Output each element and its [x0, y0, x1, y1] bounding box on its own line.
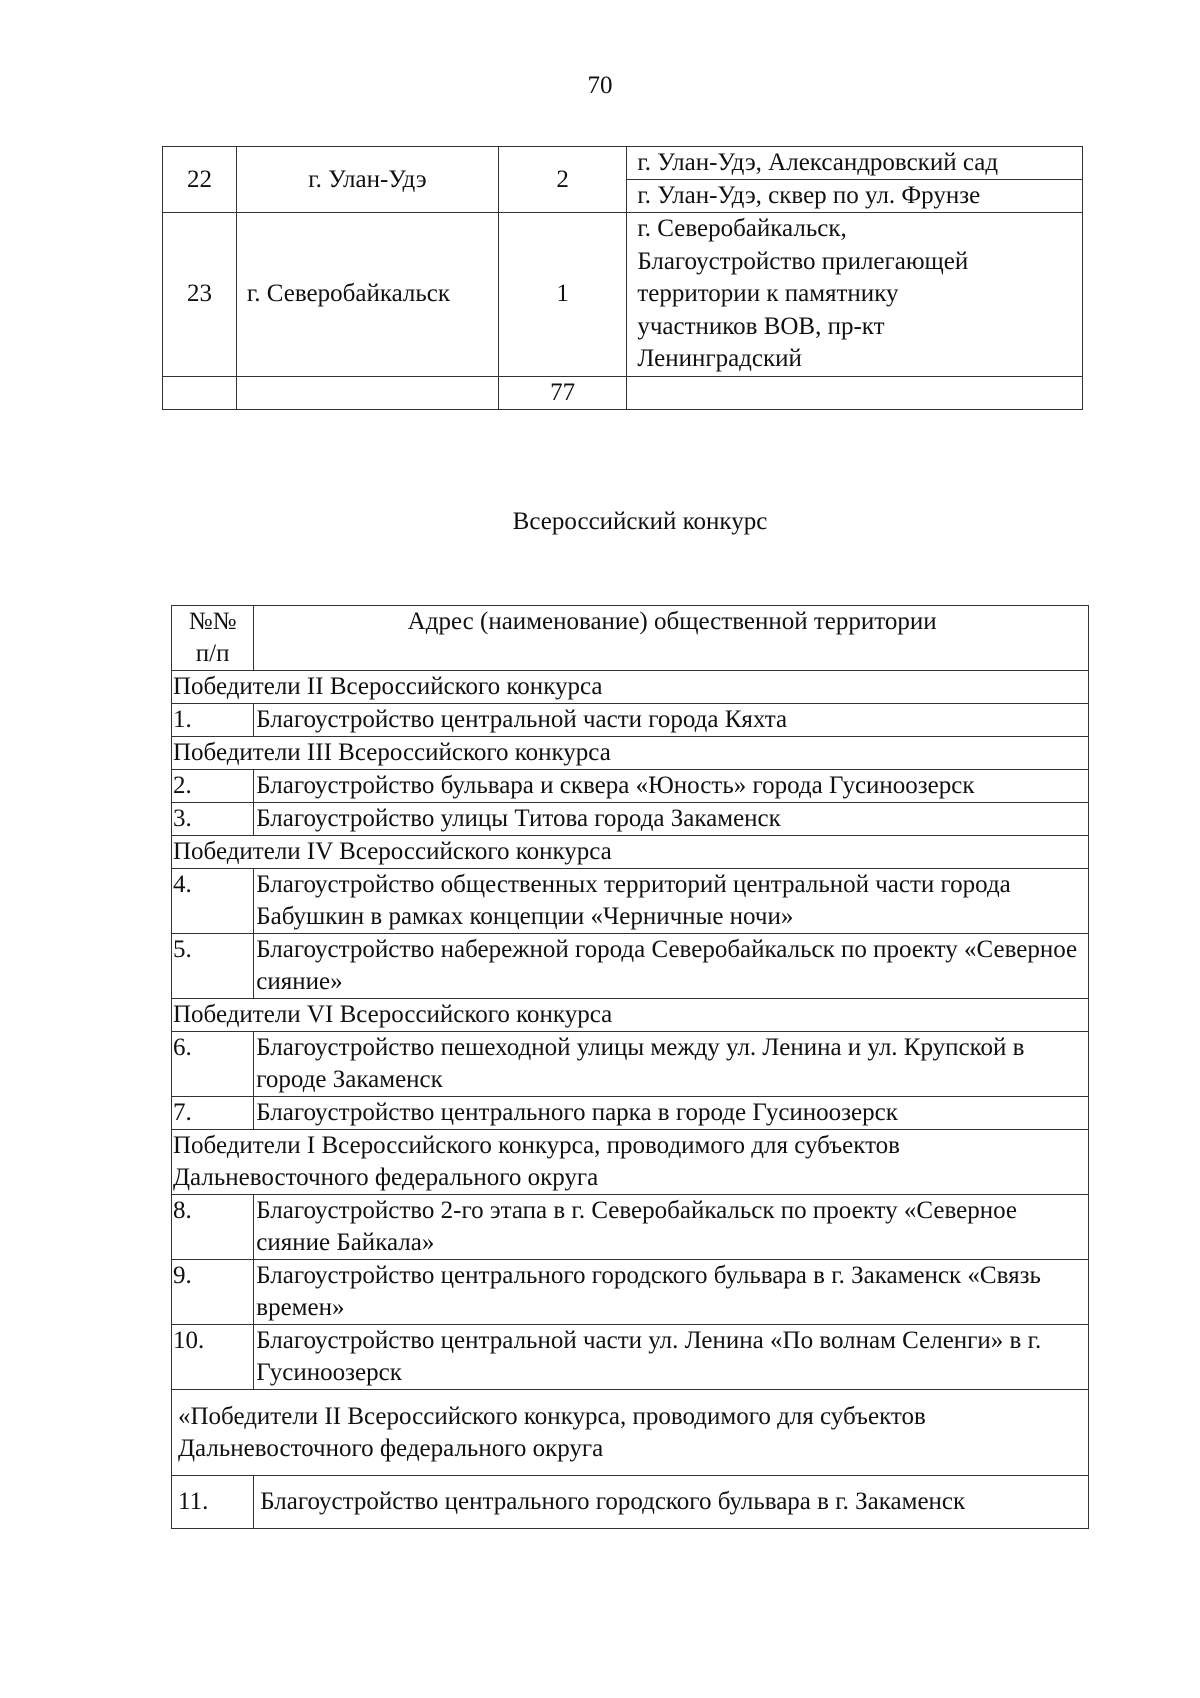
- item-number: 3.: [172, 803, 254, 836]
- header-number-line: п/п: [195, 640, 230, 667]
- address-line: Благоустройство прилегающей: [637, 247, 969, 275]
- table-row: [172, 1032, 1089, 1097]
- item-number: 11.: [172, 1476, 254, 1529]
- total-count: 77: [498, 376, 626, 409]
- header-number-line: №№: [188, 608, 237, 635]
- group-row: [172, 1390, 1089, 1476]
- item-text: Благоустройство центральной части ул. Ленина «По волнам Селенги» в г. Гусиноозерск: [254, 1325, 1089, 1390]
- item-number: 1.: [172, 704, 254, 737]
- table-row: [163, 147, 1083, 180]
- address-line: г. Северобайкальск,: [637, 215, 847, 242]
- item-number: 2.: [172, 770, 254, 803]
- municipal-table: [162, 146, 1083, 410]
- page-number: 70: [587, 72, 613, 99]
- table-row: [163, 213, 1083, 377]
- group-title: Победители IV Всероссийского конкурса: [172, 836, 1089, 869]
- item-text: Благоустройство центральной части города Кяхта: [254, 704, 1089, 737]
- group-row: [172, 737, 1089, 770]
- group-title: Победители I Всероссийского конкурса, проводимого для субъектов Дальневосточного федерального округа: [172, 1130, 1089, 1195]
- address-cell: г. Улан-Удэ, Александровский сад: [627, 147, 1083, 180]
- group-title: «Победители II Всероссийского конкурса, проводимого для субъектов Дальневосточного федерального округа: [172, 1390, 1089, 1476]
- empty-cell: [236, 376, 498, 409]
- empty-cell: [627, 376, 1083, 409]
- row-number: 23: [163, 213, 237, 377]
- table-row: [172, 1476, 1089, 1529]
- total-row: [163, 376, 1083, 409]
- city-cell: г. Улан-Удэ: [236, 147, 498, 213]
- item-text: Благоустройство улицы Титова города Закаменск: [254, 803, 1089, 836]
- address-cell: г. Улан-Удэ, сквер по ул. Фрунзе: [627, 180, 1083, 213]
- group-title: Победители III Всероссийского конкурса: [172, 737, 1089, 770]
- header-number: [172, 606, 254, 671]
- item-text: Благоустройство центрального городского бульвара в г. Закаменск: [254, 1476, 1089, 1529]
- item-text: Благоустройство общественных территорий центральной части города Бабушкин в рамках концепции «Черничные ночи»: [254, 869, 1089, 934]
- section-title: Всероссийский конкурс: [512, 508, 768, 535]
- address-line: участников ВОВ, пр-кт: [637, 312, 885, 340]
- table-row: [172, 1325, 1089, 1390]
- city-cell: г. Северобайкальск: [236, 213, 498, 377]
- table-row: [172, 869, 1089, 934]
- address-line: территории к памятнику: [637, 280, 899, 307]
- group-title: Победители II Всероссийского конкурса: [172, 671, 1089, 704]
- group-row: [172, 671, 1089, 704]
- item-text: Благоустройство бульвара и сквера «Юность» города Гусиноозерск: [254, 770, 1089, 803]
- table-row: [172, 1097, 1089, 1130]
- item-number: 4.: [172, 869, 254, 934]
- row-number: 22: [163, 147, 237, 213]
- table-row: [172, 934, 1089, 999]
- table-header: [172, 606, 1089, 671]
- header-address: Адрес (наименование) общественной территории: [254, 606, 1089, 671]
- item-text: Благоустройство пешеходной улицы между ул. Ленина и ул. Крупской в городе Закаменск: [254, 1032, 1089, 1097]
- contest-table: [171, 605, 1089, 1529]
- table-row: [172, 1195, 1089, 1260]
- address-cell: [627, 213, 1083, 377]
- item-number: 6.: [172, 1032, 254, 1097]
- group-row: [172, 999, 1089, 1032]
- table-row: [172, 770, 1089, 803]
- group-title: Победители VI Всероссийского конкурса: [172, 999, 1089, 1032]
- item-number: 8.: [172, 1195, 254, 1260]
- table-row: [172, 803, 1089, 836]
- item-text: Благоустройство центрального городского бульвара в г. Закаменск «Связь времен»: [254, 1260, 1089, 1325]
- group-row: [172, 836, 1089, 869]
- item-text: Благоустройство 2-го этапа в г. Северобайкальск по проекту «Северное сияние Байкала»: [254, 1195, 1089, 1260]
- item-number: 7.: [172, 1097, 254, 1130]
- count-cell: 1: [498, 213, 626, 377]
- count-cell: 2: [498, 147, 626, 213]
- item-text: Благоустройство набережной города Северобайкальск по проекту «Северное сияние»: [254, 934, 1089, 999]
- empty-cell: [163, 376, 237, 409]
- item-number: 9.: [172, 1260, 254, 1325]
- group-row: [172, 1130, 1089, 1195]
- item-number: 10.: [172, 1325, 254, 1390]
- item-number: 5.: [172, 934, 254, 999]
- address-line: Ленинградский: [637, 345, 802, 372]
- item-text: Благоустройство центрального парка в городе Гусиноозерск: [254, 1097, 1089, 1130]
- table-row: [172, 704, 1089, 737]
- table-row: [172, 1260, 1089, 1325]
